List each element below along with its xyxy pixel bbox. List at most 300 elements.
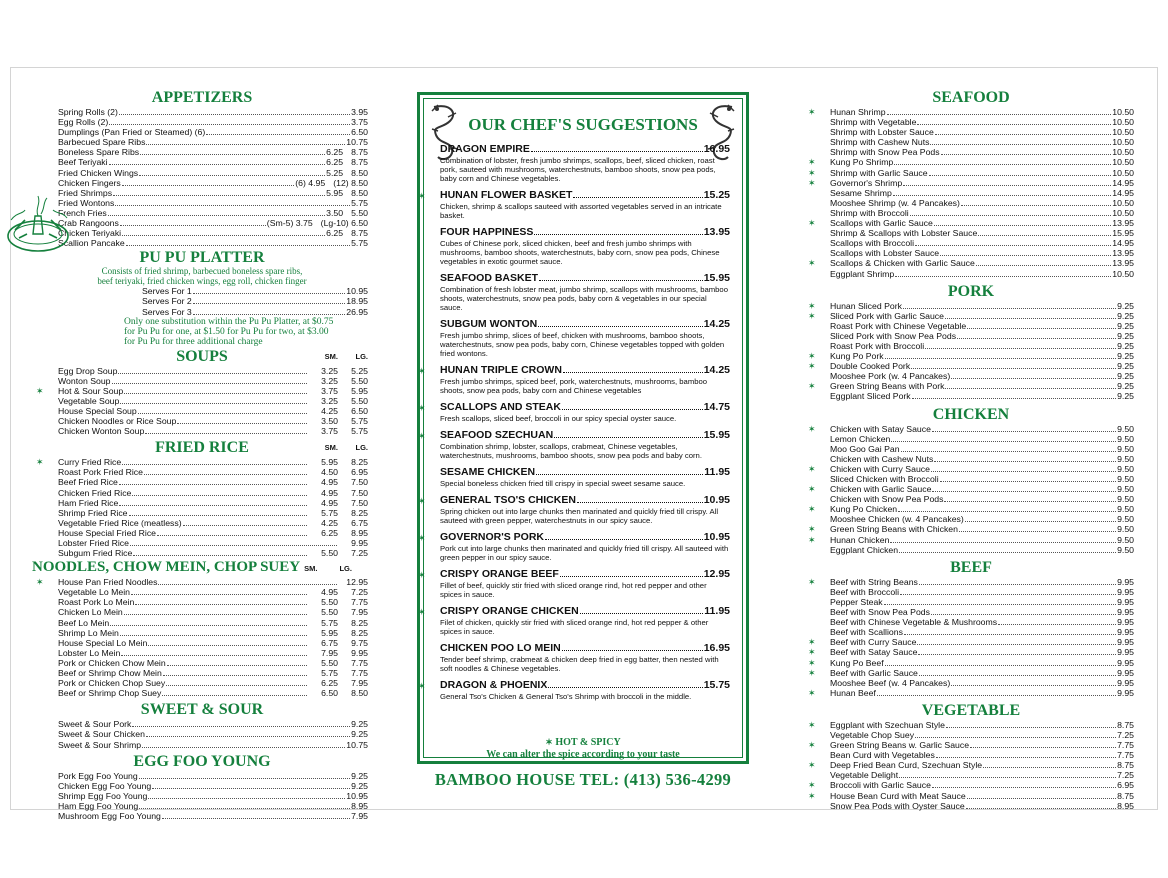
- leader-dots: [891, 434, 1116, 442]
- leader-dots: [918, 647, 1116, 655]
- chef-item-name: SEAFOOD SZECHUAN: [440, 429, 554, 441]
- leader-dots: [915, 730, 1116, 738]
- item-name: Broccoli with Garlic Sauce: [830, 780, 931, 791]
- hot-pepper-icon: ✶: [808, 310, 816, 321]
- item-name: Pepper Steak: [830, 596, 883, 607]
- leader-dots: [925, 341, 1116, 349]
- item-price-small: 3.25: [321, 375, 338, 386]
- leader-dots: [119, 107, 350, 115]
- item-name: Chicken with Curry Sauce: [830, 463, 930, 474]
- leader-dots: [562, 642, 703, 651]
- chef-suggestions-list: [418, 143, 730, 701]
- menu-item: [808, 301, 1134, 311]
- leader-dots: [931, 607, 1116, 615]
- item-name: Roast Pork Fried Rice: [58, 467, 143, 478]
- chef-item: [440, 642, 730, 673]
- item-name: Governor's Shrimp: [830, 177, 903, 188]
- item-price-large: 7.95: [351, 678, 368, 689]
- menu-item: [808, 258, 1134, 268]
- chef-item-price: 15.95: [703, 272, 730, 284]
- hot-pepper-icon: ✶: [545, 737, 553, 747]
- leader-dots: [118, 366, 307, 374]
- chef-item: [440, 466, 730, 488]
- menu-item: [808, 331, 1134, 341]
- item-name: Mooshee Pork (w. 4 Pancakes): [830, 371, 951, 382]
- item-price: 9.95: [1117, 627, 1134, 638]
- item-price: 8.75: [1117, 790, 1134, 801]
- menu-item: [36, 658, 368, 668]
- item-price: 10.50: [1112, 268, 1134, 279]
- leader-dots: [885, 351, 1116, 359]
- hot-pepper-icon: ✶: [808, 504, 816, 515]
- item-name: Snow Pea Pods with Oyster Sauce: [830, 800, 965, 811]
- hot-pepper-icon: ✶: [808, 361, 816, 372]
- item-price: 10.50: [1112, 197, 1134, 208]
- chef-item-price: 14.75: [703, 401, 730, 413]
- item-price: 10.75: [346, 739, 368, 750]
- menu-item: [808, 514, 1134, 524]
- leader-dots: [932, 424, 1116, 432]
- menu-item: [36, 127, 368, 137]
- item-price-large: 8.25: [351, 457, 368, 468]
- leader-dots: [967, 321, 1116, 329]
- egg-foo-young-list: [36, 771, 368, 821]
- menu-item: [808, 688, 1134, 698]
- item-price: 3.75: [351, 117, 368, 128]
- item-price-large: 8.50: [351, 688, 368, 699]
- menu-item: [808, 760, 1134, 770]
- item-price: 9.25: [1117, 391, 1134, 402]
- item-price-large: 8.75: [351, 147, 368, 158]
- menu-item: [36, 406, 368, 416]
- fried-rice-list: [36, 457, 368, 558]
- item-price-large: 5.50: [351, 395, 368, 406]
- leader-dots: [957, 331, 1116, 339]
- leader-dots: [900, 587, 1116, 595]
- hot-pepper-icon: ✶: [808, 780, 816, 791]
- chef-item-name: GENERAL TSO'S CHICKEN: [440, 494, 576, 506]
- item-name: Chicken Fingers: [58, 177, 121, 188]
- leader-dots: [108, 208, 325, 216]
- item-price: 9.50: [1117, 453, 1134, 464]
- menu-item: [808, 147, 1134, 157]
- item-price: 9.95: [1117, 617, 1134, 628]
- chef-item-price: 10.95: [703, 494, 730, 506]
- chef-item-description: Chicken, shrimp & scallops sauteed with assorted vegetables served in an intricate basket.: [440, 202, 722, 220]
- fried-rice-size-header: [308, 443, 368, 453]
- noodles-header: [32, 558, 368, 577]
- chef-item-name: CHICKEN POO LO MEIN: [440, 642, 561, 654]
- leader-dots: [563, 364, 703, 373]
- hot-pepper-icon: ✶: [808, 423, 816, 434]
- menu-item: [808, 198, 1134, 208]
- item-name: Chicken Teriyaki: [58, 228, 122, 239]
- item-price: 6.95: [1117, 780, 1134, 791]
- leader-dots: [167, 658, 307, 666]
- item-price-small: 5.75: [321, 668, 338, 679]
- menu-item: [808, 597, 1134, 607]
- menu-item: [808, 668, 1134, 678]
- menu-item: [808, 218, 1134, 228]
- menu-item: [808, 434, 1134, 444]
- item-price-large: 7.95: [351, 607, 368, 618]
- item-name: Fried Shrimps: [58, 187, 113, 198]
- hot-pepper-icon: ✶: [808, 719, 816, 730]
- chef-item-header: [440, 494, 730, 506]
- item-price: 9.95: [1117, 657, 1134, 668]
- left-column: [32, 88, 368, 821]
- item-name: Mooshee Shrimp (w. 4 Pancakes): [830, 197, 960, 208]
- item-name: Shrimp with Garlic Sauce: [830, 167, 928, 178]
- item-name: Roast Pork Lo Mein: [58, 597, 135, 608]
- leader-dots: [917, 637, 1116, 645]
- item-price-small: 6.25: [321, 527, 338, 538]
- item-price-large: 8.50: [351, 187, 368, 198]
- leader-dots: [119, 477, 307, 485]
- chef-item-header: [440, 466, 730, 478]
- right-column: [808, 88, 1134, 811]
- item-price: 9.25: [1117, 340, 1134, 351]
- menu-item: [808, 168, 1134, 178]
- hot-pepper-icon: ✶: [418, 533, 426, 543]
- item-price: 10.50: [1112, 207, 1134, 218]
- menu-item: [36, 457, 368, 467]
- item-price: 8.75: [1117, 760, 1134, 771]
- hot-spicy-legend: [420, 737, 746, 748]
- item-name: Beef with Scallions: [830, 627, 903, 638]
- leader-dots: [912, 391, 1116, 399]
- item-name: Chicken Noodles or Rice Soup: [58, 416, 177, 427]
- chef-item-header: [440, 189, 730, 201]
- menu-item: [808, 647, 1134, 657]
- item-price-small: (6) 4.95: [295, 177, 326, 188]
- item-price: 14.95: [1112, 177, 1134, 188]
- item-price-large: 8.75: [351, 228, 368, 239]
- leader-dots: [166, 678, 307, 686]
- item-name: Shrimp with Vegetable: [830, 117, 917, 128]
- chef-item-price: 14.25: [703, 318, 730, 330]
- leader-dots: [965, 514, 1116, 522]
- item-name: Hunan Beef: [830, 687, 876, 698]
- hot-pepper-icon: ✶: [808, 157, 816, 168]
- item-name: Shrimp & Scallops with Lobster Sauce: [830, 228, 978, 239]
- soups-list: [36, 366, 368, 437]
- item-price: 10.50: [1112, 107, 1134, 117]
- menu-item: [808, 770, 1134, 780]
- menu-item: [36, 426, 368, 436]
- hot-pepper-icon: ✶: [808, 534, 816, 545]
- item-price: 10.95: [346, 286, 368, 297]
- item-price: 7.95: [351, 810, 368, 821]
- item-price-large: 6.95: [351, 467, 368, 478]
- item-price: 9.50: [1117, 544, 1134, 555]
- pupu-note-1: Only one substitution within the Pu Pu Platter, at $0.75: [124, 316, 334, 327]
- item-price: 9.25: [1117, 320, 1134, 331]
- leader-dots: [936, 750, 1116, 758]
- item-name: Sweet & Sour Shrimp: [58, 739, 142, 750]
- chef-item-header: [440, 531, 730, 543]
- leader-dots: [536, 466, 703, 475]
- chef-item: [418, 401, 730, 423]
- leader-dots: [998, 617, 1116, 625]
- chef-item-price: 16.95: [703, 143, 730, 155]
- leader-dots: [112, 376, 308, 384]
- seafood-list: [808, 107, 1134, 279]
- menu-item: [808, 444, 1134, 454]
- item-name: Vegetable Fried Rice (meatless): [58, 517, 182, 528]
- item-name: Shrimp with Broccoli: [830, 207, 909, 218]
- item-price: 10.50: [1112, 117, 1134, 128]
- item-name: Hunan Chicken: [830, 534, 890, 545]
- chef-item-header: [440, 272, 730, 284]
- item-price: 9.50: [1117, 494, 1134, 505]
- item-price: 14.95: [1112, 187, 1134, 198]
- leader-dots: [110, 618, 307, 626]
- leader-dots: [129, 508, 307, 516]
- menu-item: [36, 147, 368, 157]
- chicken-list: [808, 424, 1134, 555]
- menu-item: [808, 577, 1134, 587]
- item-name: Vegetable Delight: [830, 770, 899, 781]
- item-price: 5.75: [351, 238, 368, 249]
- menu-item: [36, 396, 368, 406]
- menu-item: [36, 577, 368, 587]
- hot-pepper-icon: ✶: [418, 431, 426, 441]
- leader-dots: [951, 371, 1116, 379]
- item-price-large: 8.95: [351, 527, 368, 538]
- chef-item: [418, 429, 730, 460]
- item-name: Serves For 3: [142, 306, 192, 317]
- chef-item: [418, 189, 730, 220]
- item-name: House Special Lo Mein: [58, 637, 148, 648]
- item-name: Dumplings (Pan Fried or Steamed) (6): [58, 127, 206, 138]
- item-price-small: 4.25: [321, 405, 338, 416]
- vegetable-title: VEGETABLE: [921, 701, 1021, 719]
- hot-pepper-icon: ✶: [808, 647, 816, 658]
- hot-pepper-icon: ✶: [418, 607, 426, 617]
- chef-item-price: 16.95: [703, 642, 730, 654]
- hot-pepper-icon: ✶: [418, 191, 426, 201]
- hot-pepper-icon: ✶: [808, 790, 816, 801]
- appetizers-title: APPETIZERS: [151, 89, 253, 106]
- chef-item-name: SESAME CHICKEN: [440, 466, 536, 478]
- item-name: French Fries: [58, 207, 107, 218]
- item-price-small: 4.25: [321, 517, 338, 528]
- item-price-small: 4.95: [321, 587, 338, 598]
- sm-label: SM.: [324, 351, 338, 361]
- menu-item: [36, 228, 368, 238]
- hot-pepper-icon: ✶: [808, 300, 816, 311]
- leader-dots: [144, 467, 307, 475]
- chef-item: [418, 605, 730, 636]
- leader-dots: [910, 208, 1112, 216]
- chef-item-description: Fresh jumbo shrimps, spiced beef, pork, waterchestnuts, mushrooms, bamboo shoots, snow pea pods, baby corn and Chinese vegetables: [440, 377, 708, 395]
- chef-item-name: SCALLOPS AND STEAK: [440, 401, 561, 413]
- leader-dots: [124, 386, 307, 394]
- leader-dots: [899, 545, 1116, 553]
- menu-item: [808, 494, 1134, 504]
- item-name: Lemon Chicken: [830, 433, 891, 444]
- menu-item: [808, 535, 1134, 545]
- menu-item: [808, 750, 1134, 760]
- item-name: Fried Wontons: [58, 197, 115, 208]
- leader-dots: [120, 218, 266, 226]
- sweet-sour-list: [36, 719, 368, 749]
- item-name: Crab Rangoons: [58, 218, 119, 229]
- beef-list: [808, 577, 1134, 698]
- menu-item: [808, 658, 1134, 668]
- vegetable-list: [808, 720, 1134, 811]
- item-price-small: (Sm-5) 3.75: [266, 218, 313, 229]
- item-name: Hunan Sliced Pork: [830, 300, 902, 311]
- menu-item: [36, 771, 368, 781]
- hot-pepper-icon: ✶: [36, 457, 44, 468]
- leader-dots: [122, 457, 307, 465]
- hot-pepper-icon: ✶: [808, 687, 816, 698]
- item-name: Kung Po Pork: [830, 351, 884, 362]
- hot-pepper-icon: ✶: [418, 366, 426, 376]
- item-name: Vegetable Chop Suey: [830, 729, 915, 740]
- item-price-small: 3.75: [321, 426, 338, 437]
- menu-item: [120, 307, 368, 317]
- item-name: Hot & Sour Soup: [58, 385, 124, 396]
- item-price: 10.50: [1112, 157, 1134, 168]
- item-price: 12.95: [346, 577, 368, 588]
- leader-dots: [109, 117, 350, 125]
- pupu-note-2: for Pu Pu for one, at $1.50 for Pu Pu for two, at $3.00: [124, 326, 329, 337]
- leader-dots: [580, 605, 704, 614]
- leader-dots: [148, 791, 345, 799]
- leader-dots: [133, 548, 307, 556]
- menu-item: [808, 545, 1134, 555]
- item-name: Beef with Garlic Sauce: [830, 667, 918, 678]
- leader-dots: [121, 648, 307, 656]
- leader-dots: [132, 719, 350, 727]
- item-name: Beef with Curry Sauce: [830, 637, 917, 648]
- menu-item: [808, 801, 1134, 811]
- leader-dots: [120, 628, 307, 636]
- item-price: 9.50: [1117, 433, 1134, 444]
- chef-item: [440, 318, 730, 358]
- hot-pepper-icon: ✶: [808, 760, 816, 771]
- item-price-large: 7.75: [351, 657, 368, 668]
- menu-item: [36, 678, 368, 688]
- hot-pepper-icon: ✶: [418, 403, 426, 413]
- leader-dots: [932, 780, 1116, 788]
- hot-pepper-icon: ✶: [418, 681, 426, 691]
- item-name: Pork Egg Foo Young: [58, 770, 138, 781]
- leader-dots: [895, 269, 1111, 277]
- leader-dots: [124, 607, 307, 615]
- menu-item: [36, 618, 368, 628]
- item-name: Sliced Pork with Snow Pea Pods: [830, 330, 957, 341]
- item-price-small: 6.50: [321, 688, 338, 699]
- item-name: Scallion Pancake: [58, 238, 125, 249]
- menu-item: [808, 627, 1134, 637]
- menu-item: [808, 311, 1134, 321]
- leader-dots: [951, 678, 1116, 686]
- menu-item: [808, 238, 1134, 248]
- item-price-small: 6.25: [321, 678, 338, 689]
- chef-item-description: Combination of fresh lobster meat, jumbo shrimp, scallops with mushrooms, bamboo shoots, waterchestnuts, snow pea pods, baby corn & vegetables in our special sauce.: [440, 285, 728, 312]
- item-price-large: (Lg-10) 6.50: [320, 218, 368, 229]
- menu-item: [808, 464, 1134, 474]
- menu-item: [36, 416, 368, 426]
- item-name: Mooshee Beef (w. 4 Pancakes): [830, 677, 951, 688]
- item-price: 9.50: [1117, 474, 1134, 484]
- leader-dots: [183, 518, 307, 526]
- item-name: House Special Soup: [58, 405, 137, 416]
- menu-item: [36, 628, 368, 638]
- item-name: Mooshee Chicken (w. 4 Pancakes): [830, 514, 964, 525]
- menu-item: [808, 637, 1134, 647]
- menu-item: [36, 477, 368, 487]
- item-price: 8.95: [1117, 800, 1134, 811]
- hot-pepper-icon: ✶: [808, 107, 816, 117]
- chef-item-price: 15.25: [703, 189, 730, 201]
- item-price-small: 3.25: [321, 395, 338, 406]
- item-price: 9.25: [1117, 310, 1134, 321]
- item-name: Scallops & Chicken with Garlic Sauce: [830, 258, 975, 269]
- hot-pepper-icon: ✶: [808, 351, 816, 362]
- menu-item: [120, 296, 368, 306]
- pupu-title: PU PU PLATTER: [139, 249, 265, 267]
- item-name: Shrimp with Cashew Nuts: [830, 137, 930, 148]
- chef-item-description: Filet of chicken, quickly stir fried with sliced orange rind, hot red pepper & other spices in sauce.: [440, 618, 709, 636]
- hot-pepper-icon: ✶: [418, 570, 426, 580]
- chef-item-price: 13.95: [703, 226, 730, 238]
- item-name: Chicken with Satay Sauce: [830, 423, 931, 434]
- chef-item-header: [440, 226, 730, 238]
- chef-item: [418, 568, 730, 599]
- menu-item: [36, 781, 368, 791]
- item-name: Beef with Broccoli: [830, 586, 900, 597]
- item-price: 9.95: [1117, 576, 1134, 587]
- item-price-large: 8.75: [351, 157, 368, 168]
- menu-item: [808, 791, 1134, 801]
- menu-item: [36, 688, 368, 698]
- item-price: 10.50: [1112, 147, 1134, 158]
- chef-item-description: Combination of lobster, fresh jumbo shrimps, scallops, beef, sliced chicken, roast pork, sauteed with mushrooms, waterchestnuts, bamboo shoots, snow pea pods, baby corn and Chinese vegetables.: [440, 156, 716, 183]
- item-price-small: 4.95: [321, 487, 338, 498]
- leader-dots: [901, 444, 1117, 452]
- item-name: Beef with String Beans: [830, 576, 918, 587]
- item-name: Barbecued Spare Ribs: [58, 137, 146, 148]
- menu-item: [808, 248, 1134, 258]
- item-price-small: 6.75: [321, 637, 338, 648]
- leader-dots: [534, 226, 702, 235]
- leader-dots: [577, 494, 703, 503]
- leader-dots: [945, 311, 1116, 319]
- leader-dots: [140, 147, 325, 155]
- leader-dots: [967, 791, 1116, 799]
- item-name: Lobster Lo Mein: [58, 647, 121, 658]
- leader-dots: [146, 729, 350, 737]
- item-price-large: 5.50: [351, 375, 368, 386]
- item-price: 9.50: [1117, 524, 1134, 535]
- item-price: 10.50: [1112, 137, 1134, 148]
- item-price: 7.25: [1117, 729, 1134, 740]
- spice-note: We can alter the spice according to your taste: [486, 749, 680, 760]
- menu-item: [36, 538, 368, 548]
- menu-item: [36, 518, 368, 528]
- item-name: Egg Rolls (2): [58, 117, 109, 128]
- item-price: 8.95: [351, 800, 368, 811]
- item-price-large: 6.75: [351, 517, 368, 528]
- hot-pepper-icon: ✶: [36, 385, 44, 396]
- item-price-large: 6.50: [351, 405, 368, 416]
- menu-item: [36, 386, 368, 396]
